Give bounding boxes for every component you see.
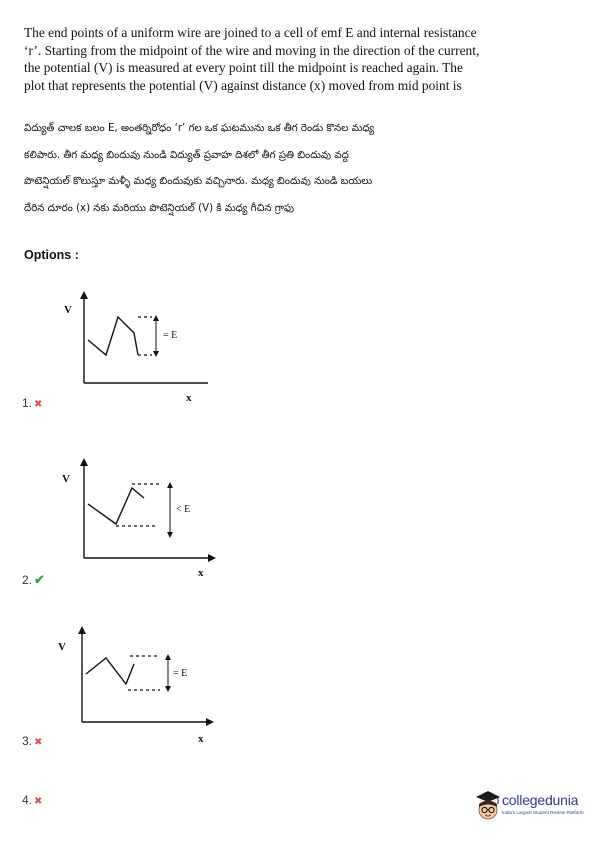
checkmark-icon: ✔: [34, 572, 45, 587]
cross-icon: ✖: [34, 796, 43, 807]
options-heading: Options :: [24, 248, 79, 262]
graph-svg: [58, 295, 218, 405]
option-3-graph: [56, 630, 216, 745]
brand-logo: [474, 788, 592, 828]
option-number: 2.: [22, 573, 33, 587]
question-line-telugu: కలిపారు. తీగ మధ్య బిందువు నుండి విద్యుత్ ప్రవాహ దిశలో తీగ ప్రతి బిందువు వద్ద: [24, 149, 349, 161]
option-1-graph: [58, 295, 218, 405]
question-line: plot that represents the potential (V) against distance (x) moved from mid point is: [24, 77, 462, 93]
y-axis-label: V: [62, 473, 70, 485]
option-3[interactable]: [22, 734, 42, 748]
graph-annotation: = E: [173, 668, 188, 679]
option-number: 1.: [22, 396, 33, 410]
student-mascot-icon: [474, 788, 502, 824]
y-axis-label: V: [58, 641, 66, 653]
cross-icon: ✖: [34, 737, 43, 748]
y-axis-label: V: [64, 304, 72, 316]
option-2[interactable]: [22, 572, 45, 588]
option-number: 3.: [22, 734, 33, 748]
question-line-telugu: దేరిన దూరం (x) నకు మరియు పొటెన్షియల్ (V) కి మధ్య గీచిన గ్రాఫు: [24, 202, 295, 214]
brand-tagline: India's Largest Student Review Platform: [502, 810, 584, 815]
graph-svg: [58, 462, 218, 582]
graph-annotation: = E: [163, 330, 178, 341]
question-line: the potential (V) is measured at every point till the midpoint is reached again. The: [24, 60, 463, 75]
option-number: 4.: [22, 793, 33, 807]
question-line-telugu: పొటెన్షియల్ కొలుస్తూ మళ్ళీ మధ్య బిందువుకు వచ్చినారు. మధ్య బిందువు నుండి బయలు: [24, 176, 373, 187]
x-axis-label: x: [198, 567, 204, 579]
question-english: [24, 24, 480, 94]
question-line: The end points of a uniform wire are joined to a cell of emf E and internal resistance: [24, 25, 477, 40]
question-telugu: [24, 116, 464, 222]
graph-annotation: < E: [176, 504, 191, 515]
brand-name: collegedunia: [502, 792, 579, 808]
x-axis-label: x: [186, 392, 192, 404]
option-4[interactable]: [22, 793, 42, 807]
x-axis-label: x: [198, 733, 204, 745]
question-line: ‘r’. Starting from the midpoint of the wire and moving in the direction of the current,: [24, 42, 480, 58]
option-1[interactable]: [22, 396, 42, 410]
question-line-telugu: విద్యుత్ చాలక బలం E, అంతర్నిరోధం ‘r’ గల ఒక ఘటమును ఒక తీగ రెండు కొనల మధ్య: [24, 123, 375, 134]
graph-svg: [56, 630, 216, 745]
option-2-graph: [58, 462, 218, 582]
cross-icon: ✖: [34, 399, 43, 410]
